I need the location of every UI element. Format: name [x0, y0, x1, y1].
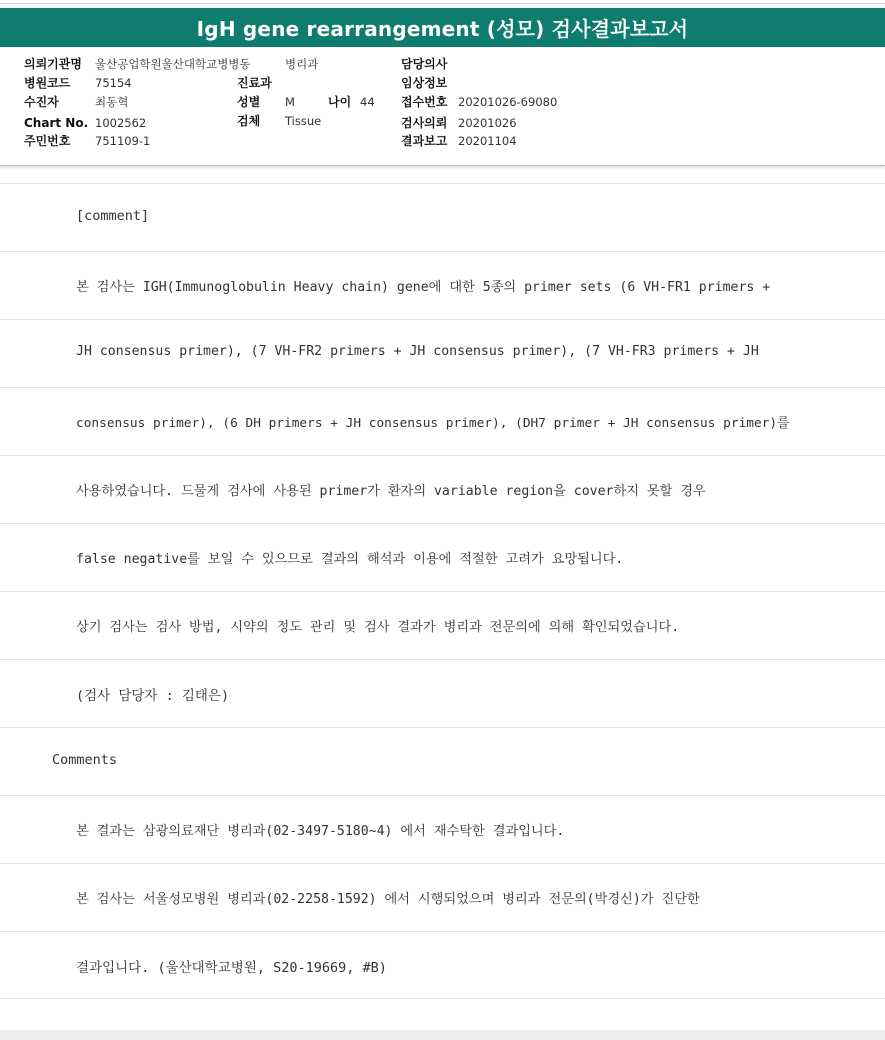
- text-row: [0, 387, 885, 455]
- sex-value: M: [285, 95, 295, 109]
- specimen-value: Tissue: [285, 114, 322, 128]
- row-text: 상기 검사는 검사 방법, 시약의 정도 관리 및 검사 결과가 병리과 전문의에 의해 확인되었습니다.: [76, 620, 680, 635]
- clinical-info-label: 임상정보: [401, 76, 448, 90]
- report-title: IgH gene rearrangement (성모) 검사결과보고서: [0, 8, 885, 47]
- ward-value: 병리과: [285, 57, 319, 71]
- report-date-value: 20201104: [458, 134, 517, 148]
- request-date-label: 검사의뢰: [401, 116, 448, 130]
- age-label: 나이: [328, 95, 352, 109]
- text-row: [0, 319, 885, 387]
- row-text: (검사 담당자 : 김태은): [76, 688, 230, 704]
- row-text: JH consensus primer), (7 VH-FR2 primers + JH consensus primer), (7 VH-FR3 primers + JH: [76, 344, 759, 359]
- row-text: 사용하였습니다. 드물게 검사에 사용된 primer가 환자의 variable region을 cover하지 못할 경우: [76, 484, 706, 499]
- text-row: [0, 523, 885, 591]
- text-row: [0, 863, 885, 931]
- text-row: [0, 183, 885, 251]
- dept-label: 진료과: [237, 76, 272, 90]
- text-row: [0, 251, 885, 319]
- text-row: [0, 659, 885, 727]
- result-text-rows: [0, 183, 885, 999]
- row-text: [comment]: [76, 208, 150, 224]
- row-text: consensus primer), (6 DH primers + JH consensus primer), (DH7 primer + JH consensus primer)를: [76, 416, 790, 431]
- row-text: Comments: [52, 752, 118, 768]
- request-date-value: 20201026: [458, 116, 517, 130]
- text-row: [0, 931, 885, 999]
- bottom-bar: [0, 1030, 885, 1040]
- receipt-value: 20201026-69080: [458, 95, 558, 109]
- resident-no-label: 주민번호: [24, 134, 71, 148]
- row-text: 결과입니다. (울산대학교병원, S20-19669, #B): [76, 960, 387, 976]
- patient-label: 수진자: [24, 95, 59, 109]
- report-date-label: 결과보고: [401, 134, 448, 148]
- sex-label: 성별: [237, 95, 261, 109]
- row-text: 본 결과는 삼광의료재단 병리과(02-3497-5180~4) 에서 재수탁한 결과입니다.: [76, 824, 565, 839]
- doctor-label: 담당의사: [401, 57, 448, 71]
- text-row: [0, 795, 885, 863]
- patient-info-header: [0, 47, 885, 166]
- specimen-label: 검체: [237, 114, 261, 128]
- patient-value: 최동혁: [95, 95, 129, 109]
- chart-no-label: Chart No.: [24, 116, 89, 130]
- resident-no-value: 751109-1: [95, 134, 151, 148]
- text-row: [0, 591, 885, 659]
- institution-label: 의뢰기관명: [24, 57, 82, 71]
- top-divider: [0, 3, 885, 4]
- row-text: 본 검사는 IGH(Immunoglobulin Heavy chain) gene에 대한 5종의 primer sets (6 VH-FR1 primers +: [76, 280, 771, 295]
- text-row: [0, 727, 885, 795]
- hospital-code-value: 75154: [95, 76, 132, 90]
- hospital-code-label: 병원코드: [24, 76, 71, 90]
- receipt-label: 접수번호: [401, 95, 448, 109]
- institution-value: 울산공업학원울산대학교병병동: [95, 57, 251, 71]
- row-text: 본 검사는 서울성모병원 병리과(02-2258-1592) 에서 시행되었으며 병리과 전문의(박경신)가 진단한: [76, 892, 700, 907]
- text-row: [0, 455, 885, 523]
- chart-no-value: 1002562: [95, 116, 147, 130]
- age-value: 44: [360, 95, 375, 109]
- row-text: false negative를 보일 수 있으므로 결과의 해석과 이용에 적절한 고려가 요망됩니다.: [76, 552, 624, 567]
